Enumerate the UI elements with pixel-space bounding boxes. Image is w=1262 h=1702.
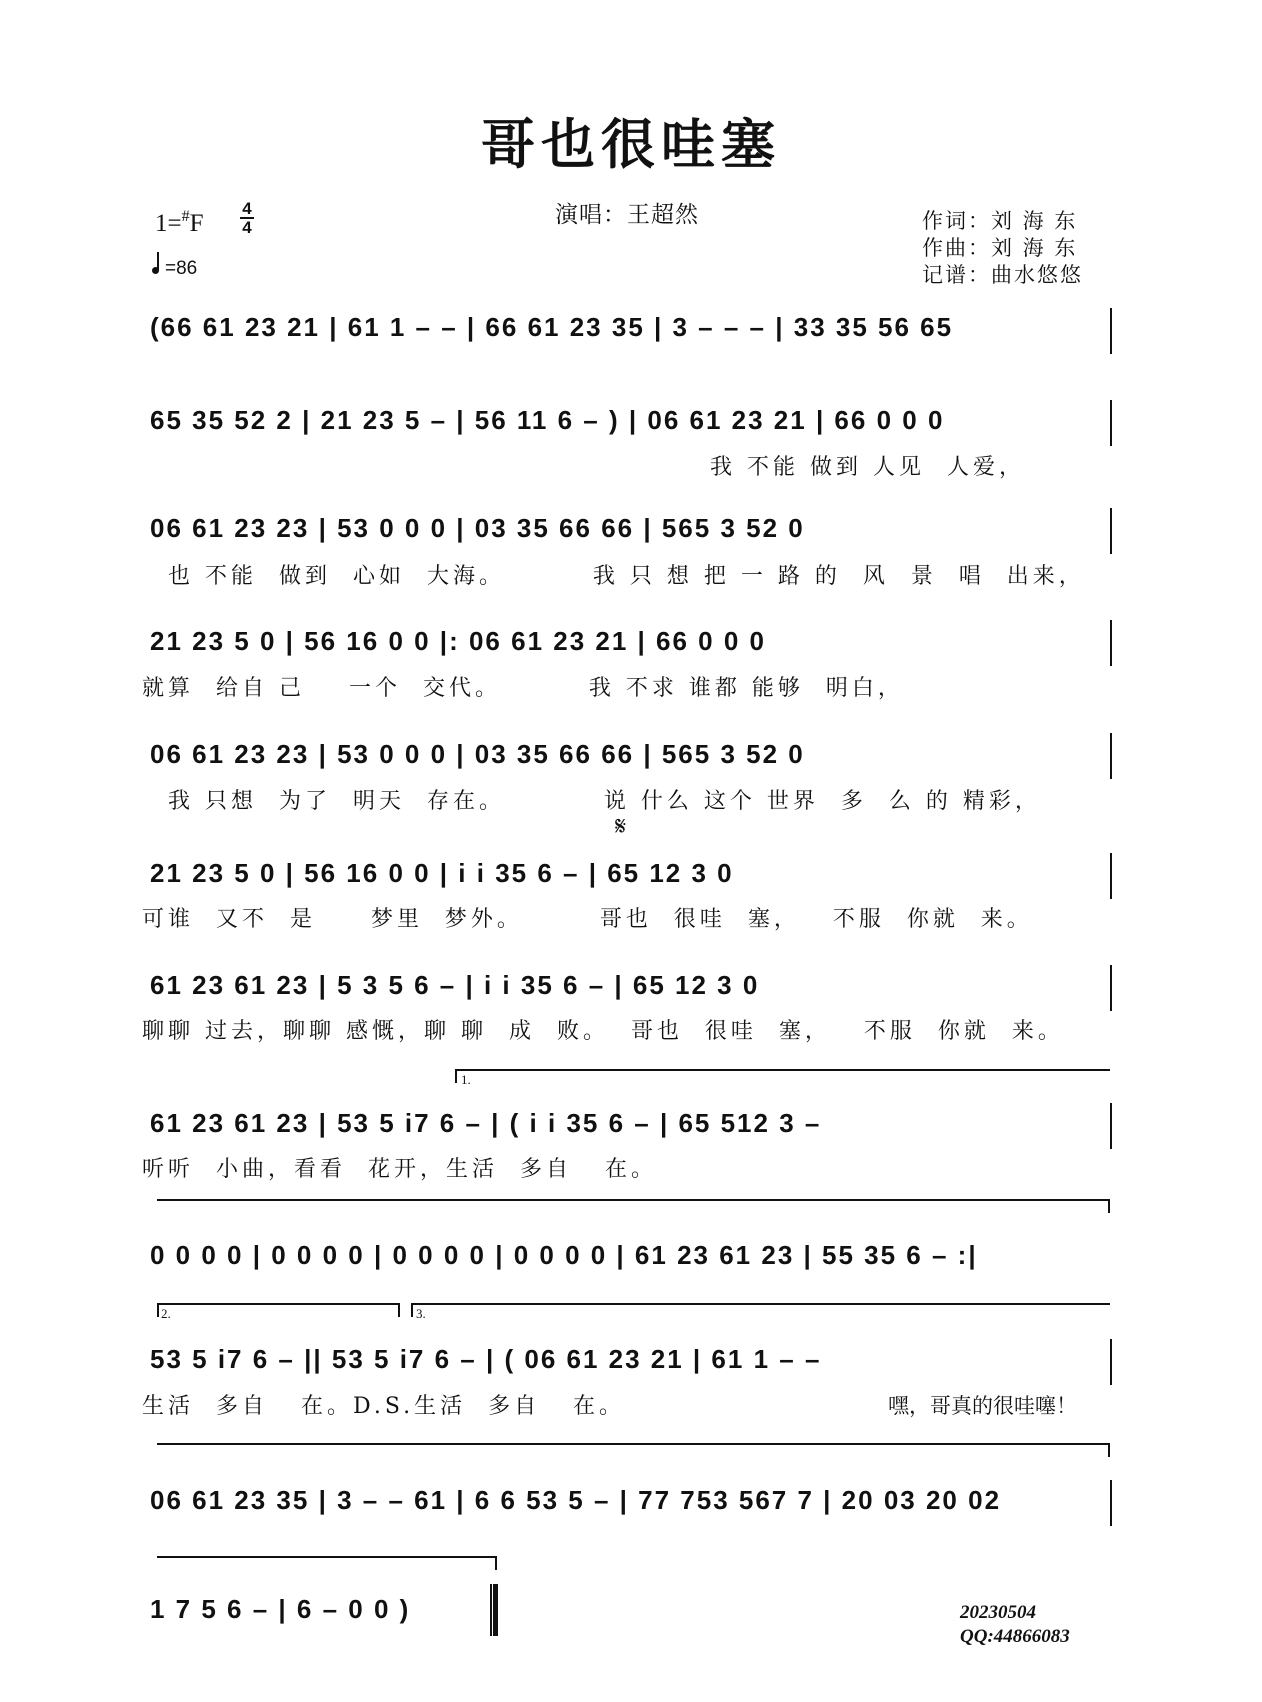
notation-line: 0 0 0 0 | 0 0 0 0 | 0 0 0 0 | 0 0 0 0 | 61 23 61 23 | 55 35 6 – :| (150, 1240, 978, 1270)
barline (1110, 620, 1112, 666)
lyrics-line: 我 不能 做到 人见 人爱， (710, 455, 1025, 480)
credits (922, 208, 1083, 289)
volta-bracket (157, 1443, 1110, 1445)
lyrics-line: 生活 多自 在。D.S.生活 多自 在。 (142, 1394, 626, 1419)
staff-row-3 (150, 513, 1112, 589)
notation-line: 21 23 5 0 | 56 16 0 0 | i i 35 6 – | 65 12 3 0 (150, 858, 734, 888)
lyrics-line: 我 只想 为了 明天 存在。 说 什么 这个 世界 多 么 的 精彩， (168, 789, 1041, 814)
lyrics-line: 也 不能 做到 心如 大海。 我 只 想 把 一 路 的 风 景 唱 出来， (168, 564, 1085, 589)
barline (1110, 733, 1112, 779)
tempo-marking: =86 (152, 258, 197, 280)
barline (1110, 508, 1112, 554)
singer-credit: 演唱：王超然 (555, 202, 699, 228)
volta-label: 3. (416, 1306, 426, 1321)
volta-bracket (157, 1303, 399, 1305)
volta-bracket (455, 1069, 1110, 1071)
transcriber-credit: 记谱：曲水悠悠 (922, 263, 1083, 287)
shout-lyric: 嘿，哥真的很哇噻！ (888, 1394, 1077, 1418)
barline (1110, 308, 1112, 354)
notation-line: 21 23 5 0 | 56 16 0 0 |: 06 61 23 21 | 66 0 0 0 (150, 626, 767, 656)
volta-bracket-tick (398, 1303, 400, 1317)
notation-line: 06 61 23 35 | 3 – – 61 | 6 6 53 5 – | 77 753 567 7 | 20 03 20 02 (150, 1485, 1002, 1515)
notation-line: 61 23 61 23 | 5 3 5 6 – | i i 35 6 – | 65 12 3 0 (150, 970, 760, 1000)
volta-bracket-tick (1108, 1199, 1110, 1213)
staff-row-4 (142, 626, 1112, 701)
notation-line: 65 35 52 2 | 21 23 5 – | 56 11 6 – ) | 06 61 23 21 | 66 0 0 0 (150, 405, 945, 435)
volta-bracket (157, 1199, 1110, 1201)
time-signature (240, 200, 254, 236)
time-signature-bottom: 4 (242, 218, 252, 237)
notation-line: 1 7 5 6 – | 6 – 0 0 ) (150, 1594, 411, 1624)
date-stamp: 20230504 (960, 1602, 1036, 1623)
volta-bracket-tick (1108, 1443, 1110, 1457)
quarter-note-icon (152, 267, 159, 274)
volta-bracket-tick (157, 1303, 159, 1317)
lyrics-line: 就算 给自 己 一个 交代。 我 不求 谁都 能够 明白， (142, 676, 904, 701)
staff-row-9 (150, 1240, 1112, 1280)
segno-icon: 𝄋 (615, 812, 627, 842)
barline (1110, 1339, 1112, 1385)
volta-bracket (411, 1303, 1110, 1305)
barline (1110, 965, 1112, 1011)
notation-line: (66 61 23 21 | 61 1 – – | 66 61 23 35 | 3 – – – | 33 35 56 65 (150, 312, 954, 342)
notation-line: 53 5 i7 6 – || 53 5 i7 6 – | ( 06 61 23 21 | 61 1 – – (150, 1344, 822, 1374)
lyrics-line: 聊聊 过去，聊聊 感慨，聊 聊 成 败。 哥也 很哇 塞， 不服 你就 来。 (142, 1019, 1064, 1044)
volta-bracket-tick (455, 1069, 457, 1083)
staff-row-11 (150, 1485, 1112, 1525)
staff-row-1 (150, 312, 1112, 352)
staff-row-2 (150, 405, 1112, 480)
composer-credit: 作曲：刘 海 东 (922, 236, 1078, 260)
qq-contact: QQ:44866083 (960, 1626, 1070, 1647)
lyrics-line: 听听 小曲，看看 花开，生活 多自 在。 (142, 1157, 657, 1182)
page-title: 哥也很哇塞 (481, 112, 781, 176)
barline (1110, 853, 1112, 899)
staff-row-5 (150, 739, 1112, 814)
barline (1110, 1480, 1112, 1526)
volta-bracket (157, 1556, 497, 1558)
notation-line: 06 61 23 23 | 53 0 0 0 | 03 35 66 66 | 565 3 52 0 (150, 739, 805, 769)
lyrics-line: 可谁 又不 是 梦里 梦外。 哥也 很哇 塞， 不服 你就 来。 (142, 907, 1033, 932)
staff-row-7 (142, 970, 1112, 1044)
notation-line: 61 23 61 23 | 53 5 i7 6 – | ( i i 35 6 – | 65 512 3 – (150, 1108, 822, 1138)
barline (1110, 400, 1112, 446)
notation-line: 06 61 23 23 | 53 0 0 0 | 03 35 66 66 | 565 3 52 0 (150, 513, 805, 543)
time-signature-top: 4 (242, 199, 252, 218)
volta-label: 2. (161, 1306, 171, 1321)
barline (1110, 1103, 1112, 1149)
volta-label: 1. (461, 1072, 471, 1087)
staff-row-8 (142, 1108, 1112, 1182)
volta-bracket-tick (495, 1556, 497, 1570)
lyricist-credit: 作词：刘 海 东 (922, 209, 1078, 233)
volta-bracket-tick (411, 1303, 413, 1317)
staff-row-6 (142, 858, 1112, 932)
final-barline (490, 1584, 498, 1636)
key-signature: 1=#F (155, 208, 204, 237)
